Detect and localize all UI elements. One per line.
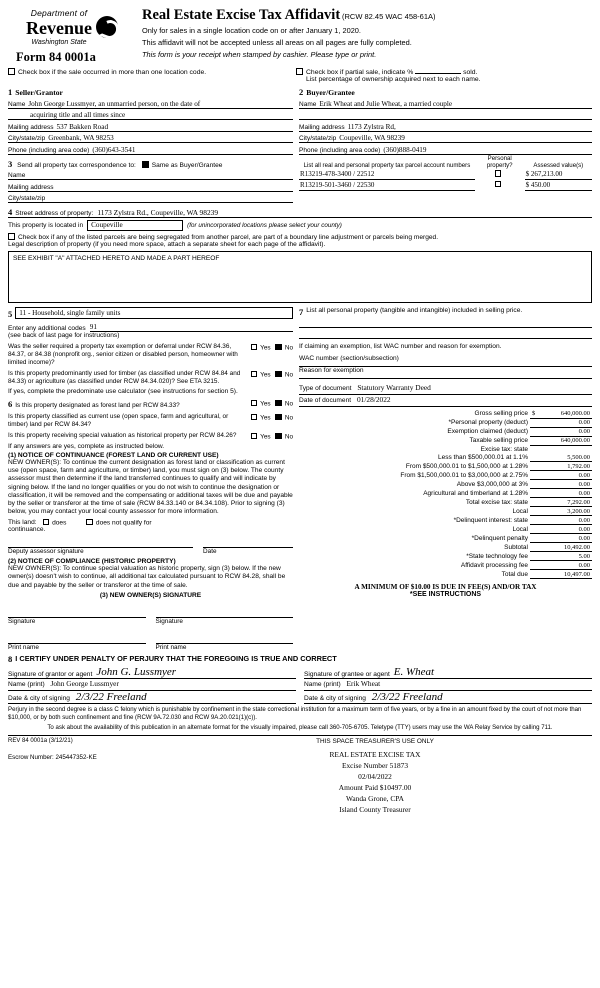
- document-header: [8, 6, 592, 65]
- forest-yes-checkbox[interactable]: [251, 400, 258, 407]
- tax-line-label: *Delinquent penalty: [471, 534, 528, 542]
- grantee-signature-value[interactable]: E. Wheat: [393, 665, 435, 678]
- tax-line-label: Total due: [501, 570, 528, 578]
- seller-mailing-label: Mailing address: [8, 123, 54, 131]
- minimum-due-note: A MINIMUM OF $10.00 IS DUE IN FEE(S) AND/OR TAX: [354, 583, 537, 591]
- tax-line-amount[interactable]: 0.00: [530, 489, 592, 498]
- tax-line-label: From $500,000.01 to $1,500,000 at 1.28%: [405, 462, 528, 470]
- assessed-value[interactable]: $ 450.00: [525, 179, 592, 190]
- this-land-label: This land:: [8, 518, 37, 526]
- grantee-date-label: Date & city of signing: [304, 694, 366, 702]
- table-row: [299, 179, 592, 190]
- no-label: No: [284, 344, 294, 351]
- legal-description-box[interactable]: [8, 251, 592, 303]
- tax-line-amount[interactable]: 0.00: [530, 525, 592, 534]
- grantee-date-value[interactable]: 2/3/22 Freeland: [371, 690, 443, 703]
- multi-location-checkbox[interactable]: [8, 68, 15, 75]
- seller-heading: Seller/Grantor: [15, 88, 63, 97]
- tax-line-label: Taxable selling price: [469, 437, 528, 444]
- tax-line-label: Affidavit processing fee: [460, 561, 528, 569]
- partial-sale-percent-input[interactable]: [415, 73, 461, 74]
- seller-city-label: City/state/zip: [8, 135, 46, 142]
- section-certification: [8, 654, 592, 704]
- assessed-value[interactable]: $ 267,213.00: [525, 169, 592, 180]
- table-row: [299, 516, 592, 525]
- tax-line-amount[interactable]: 3,200.00: [530, 507, 592, 516]
- tax-line-label: *Personal property (deduct): [448, 419, 528, 426]
- land-does-checkbox[interactable]: [43, 519, 50, 526]
- street-address-value[interactable]: 1173 Zylstra Rd., Coupeville, WA 98239: [97, 207, 219, 217]
- personal-property-checkbox[interactable]: [495, 170, 502, 177]
- tax-line-amount[interactable]: 0.00: [530, 480, 592, 489]
- form-number: Form 84 0001a: [16, 50, 96, 64]
- grantee-name-value[interactable]: Erik Wheat: [346, 678, 381, 688]
- table-row: [299, 471, 592, 480]
- tax-line-amount[interactable]: 10,497.00: [530, 570, 592, 579]
- tax-line-label: Excise tax: state: [480, 445, 528, 453]
- tax-line-amount[interactable]: 0.00: [530, 534, 592, 543]
- timber-ag-question: Is this property predominantly used for timber (as classified under RCW 84.84 and 84.33) or agriculture (as classified under RCW 84.34.020)? See ETA 3215.: [8, 369, 241, 385]
- personal-property-line-2[interactable]: [299, 328, 592, 339]
- sec3-name-row[interactable]: [8, 169, 293, 181]
- section-tax-correspondence: [8, 159, 293, 204]
- revision-code: REV 84 0001a (3/12/21): [8, 737, 73, 744]
- no-label: No: [284, 433, 294, 440]
- table-row: [299, 418, 592, 427]
- continuance-heading: (1) NOTICE OF CONTINUANCE (FOREST LAND OR CURRENT USE): [8, 452, 219, 459]
- stamp-line-2: Excise Number 51873: [341, 760, 409, 770]
- seller-section-number: 1: [8, 87, 13, 97]
- section-seller: [8, 87, 293, 155]
- table-row: Gross selling price $ 640,000.00: [299, 410, 592, 419]
- legal-description-value: SEE EXHIBIT "A" ATTACHED HERETO AND MADE A PART HEREOF: [13, 254, 220, 262]
- tax-line-label: From $1,500,000.01 to $3,000,000 at 2.75%: [400, 471, 528, 479]
- exemption-question: Was the seller required a property tax exemption or deferral under RCW 84.36, 84.37, or 84.38 (nonprofit org., senior citizen or disabled person, homeowner with limited income)?: [8, 342, 238, 366]
- located-in-label: This property is located in: [8, 221, 84, 229]
- forest-land-question: Is this property designated as forest land per RCW 84.33?: [15, 401, 180, 409]
- buyer-phone-row[interactable]: [299, 143, 592, 155]
- new-owner-signature-heading: (3) NEW OWNER(S) SIGNATURE: [99, 591, 202, 599]
- sec3-name-label: Name: [8, 172, 26, 179]
- buyer-name-label: Name: [299, 100, 317, 108]
- agency-dept-label: Department of: [30, 8, 88, 18]
- timber-yes-checkbox[interactable]: [251, 371, 258, 378]
- grantor-date-label: Date & city of signing: [8, 694, 70, 702]
- perjury-text: Perjury in the second degree is a class C felony which is punishable by confinement in the state correctional institution for a maximum term of five years, or by a fine in an amount fixed by the court of not more than $10,000, or by both such confinement and fine (RCW 9A.72.030 and RCW 9A.20.021(1)(c)).: [8, 705, 582, 721]
- segregation-checkbox[interactable]: [8, 233, 15, 240]
- buyer-phone-value: (360)888-0419: [383, 145, 427, 154]
- tax-line-amount[interactable]: 10,492.00: [530, 543, 592, 552]
- tax-line-amount[interactable]: 1,792.00: [530, 462, 592, 471]
- exemption-no-checkbox[interactable]: [275, 344, 282, 351]
- reason-exemption-label: Reason for exemption: [299, 366, 364, 374]
- sec5-number: 5: [8, 308, 13, 319]
- table-row: [299, 507, 592, 516]
- seller-mailing-row[interactable]: [8, 120, 293, 132]
- parcel-col-header-numbers: List all real and personal property tax parcel account numbers: [303, 161, 471, 169]
- yes-label: Yes: [260, 414, 271, 421]
- buyer-mailing-row[interactable]: [299, 120, 592, 132]
- buyer-city-row[interactable]: [299, 132, 592, 144]
- land-use-code-select[interactable]: 11 - Household, single family units: [15, 307, 293, 319]
- tax-calculation-table: [299, 410, 592, 580]
- partial-sale-label: Check box if partial sale, indicate %: [306, 69, 414, 76]
- parcel-col-header-assessed: Assessed value(s): [533, 161, 584, 169]
- see-instructions-note: *SEE INSTRUCTIONS: [409, 591, 482, 598]
- header-sub1: Only for sales in a single location code on or after January 1, 2020.: [142, 26, 361, 35]
- seller-name-value-2: acquiring title and all times since: [30, 111, 126, 119]
- tax-line-label: *State technology fee: [466, 552, 528, 560]
- tax-line-label: Exemption claimed (deduct): [447, 428, 528, 435]
- timber-no-checkbox[interactable]: [275, 371, 282, 378]
- stamp-line-6: Island County Treasurer: [339, 805, 411, 815]
- tax-line-amount[interactable]: 0.00: [530, 471, 592, 480]
- exemption-instruction: If claiming an exemption, list WAC number and reason for exemption.: [299, 342, 502, 350]
- agency-state: Washington State: [31, 39, 87, 46]
- deputy-date-label: Date: [203, 548, 217, 556]
- seller-phone-label: Phone (including area code): [8, 146, 90, 154]
- table-row: [299, 462, 592, 471]
- historic-no-checkbox[interactable]: [275, 433, 282, 440]
- tax-line-label: Total excise tax: state: [465, 498, 528, 506]
- continuance-text: NEW OWNER(S): To continue the current designation as forest land or classification as current use (open space, farm and agriculture, or timber) land, you must sign on (3) below. The county assessor must then determine if the land transferred continues to qualify and will indicate by signing below. If the land no longer qualifies or you do not wish to continue the designation or classification, it will be removed and the compensating or additional taxes will be due and payable by the seller or transferor at the time of sale (RCW 84.33.140 or 84.34.108). Prior to signing (3) below, you may contact your local county assessor for more information.: [8, 459, 293, 516]
- buyer-name-value: Erik Wheat and Julie Wheat, a married couple: [319, 99, 453, 108]
- tax-line-label: Above $3,000,000 at 3%: [456, 480, 528, 488]
- page-title: Real Estate Excise Tax Affidavit: [142, 7, 341, 23]
- new-owner-print-label-1[interactable]: Print name: [8, 643, 39, 651]
- section-street-address: [8, 206, 592, 303]
- tax-line-label: Local: [512, 525, 528, 533]
- sec4-number: 4: [8, 206, 13, 217]
- personal-property-line-1[interactable]: [299, 317, 592, 328]
- forest-no-checkbox[interactable]: [275, 400, 282, 407]
- buyer-city-value: Coupeville, WA 98239: [339, 134, 405, 142]
- sec3-mailing-row[interactable]: [8, 180, 293, 192]
- partial-sale-sold-label: sold.: [463, 69, 478, 76]
- sec3-number: 3: [8, 158, 13, 169]
- historic-compliance-text: NEW OWNER(S): To continue special valuation as historic property, sign (3) below. If the new owner(s) doesn't wish to continue, all additional tax calculated pursuant to RCW 84.28, shall be due and payable by the seller or transferor at the time of sale.: [8, 565, 286, 589]
- new-owner-signature-label-1[interactable]: Signature: [8, 617, 36, 625]
- grantee-name-label: Name (print): [304, 680, 341, 688]
- accessibility-notice: [8, 724, 592, 732]
- stamp-line-5: Wanda Grone, CPA: [345, 794, 405, 804]
- section-use-code: [8, 307, 293, 651]
- tax-line-amount[interactable]: 0.00: [530, 427, 592, 436]
- section-personal-property-tax: [299, 307, 592, 651]
- buyer-mailing-label: Mailing address: [299, 123, 345, 131]
- table-row: [299, 453, 592, 462]
- yes-label: Yes: [260, 433, 271, 440]
- parcel-number[interactable]: R13219-501-3460 / 22530: [299, 179, 475, 190]
- rcw-reference: (RCW 82.45 WAC 458-61A): [342, 12, 436, 21]
- tax-line-label: Local: [512, 507, 528, 515]
- parcel-col-header-personal: Personal property?: [486, 154, 513, 169]
- table-row: [299, 480, 592, 489]
- yes-label: Yes: [260, 371, 271, 378]
- no-label: No: [284, 371, 294, 378]
- tax-line-amount[interactable]: 0.00: [530, 418, 592, 427]
- historic-question: Is this property receiving special valuation as historical property per RCW 84.26?: [8, 431, 237, 439]
- seller-name-value: John George Lussmyer, an unmarried person, on the date of: [28, 99, 201, 108]
- document-type-value[interactable]: Statutory Warranty Deed: [357, 382, 431, 392]
- sec7-intro: List all personal property (tangible and intangible) included in selling price.: [306, 306, 523, 314]
- seller-phone-row[interactable]: [8, 143, 293, 155]
- grantee-signature-label: Signature of grantee or agent: [304, 670, 390, 678]
- grantor-signature-label: Signature of grantor or agent: [8, 670, 93, 678]
- grantor-name-label: Name (print): [8, 680, 45, 688]
- table-row: [299, 534, 592, 543]
- tax-line-amount[interactable]: 0.00: [530, 516, 592, 525]
- multi-location-label: Check box if the sale occurred in more than one location code.: [18, 69, 207, 76]
- sec3-city-row[interactable]: [8, 192, 293, 204]
- unincorporated-note: (for unincorporated locations please select your county): [187, 221, 342, 229]
- yes-label: Yes: [260, 344, 271, 351]
- currentuse-yes-checkbox[interactable]: [251, 414, 258, 421]
- section-buyer: [299, 87, 592, 155]
- buyer-name-row[interactable]: [299, 97, 592, 109]
- agency-logo: [8, 6, 136, 65]
- ownership-note: List percentage of ownership acquired next to each name.: [306, 76, 481, 83]
- yes-label: Yes: [260, 400, 271, 407]
- top-checkbox-row: [8, 68, 592, 83]
- new-owner-print-label-2[interactable]: Print name: [155, 643, 187, 651]
- treasurer-stamp: [158, 749, 592, 816]
- tax-line-label: Gross selling price: [474, 410, 528, 418]
- deputy-assessor-signature-label: Deputy assessor signature: [8, 548, 84, 556]
- seller-name-row2[interactable]: [8, 109, 293, 121]
- tax-line-amount[interactable]: 7,292.00: [530, 498, 592, 507]
- tax-line-amount[interactable]: 5,500.00: [530, 453, 592, 462]
- treasurer-space-label: THIS SPACE TREASURER'S USE ONLY: [316, 737, 434, 745]
- wac-number-label: WAC number (section/subsection): [299, 354, 399, 362]
- does-label: does: [52, 519, 67, 527]
- certification-heading: I CERTIFY UNDER PENALTY OF PERJURY THAT THE FOREGOING IS TRUE AND CORRECT: [15, 654, 337, 664]
- seller-city-row[interactable]: [8, 132, 293, 144]
- additional-codes-label: Enter any additional codes: [8, 324, 86, 332]
- legal-description-note: Legal description of property (if you need more space, attach a separate sheet for each page of the affidavit).: [8, 240, 326, 248]
- see-back-note: (see back of last page for instructions): [8, 331, 120, 339]
- does-not-label: does not qualify for: [95, 519, 152, 527]
- sec3-label: Send all property tax correspondence to:: [17, 161, 136, 169]
- section-designation: [8, 399, 293, 651]
- personal-property-checkbox[interactable]: [495, 181, 502, 188]
- table-row: [299, 169, 592, 180]
- buyer-phone-label: Phone (including area code): [299, 146, 381, 154]
- stamp-line-3: 02/04/2022: [358, 771, 392, 781]
- tax-line-amount[interactable]: 5.00: [530, 552, 592, 561]
- table-row: [299, 436, 592, 445]
- additional-codes-input[interactable]: 91: [90, 323, 293, 332]
- same-as-buyer-checkbox[interactable]: [142, 161, 149, 168]
- grantor-name-value[interactable]: John George Lussmyer: [50, 678, 119, 688]
- no-label: No: [284, 414, 294, 421]
- segregation-label: Check box if any of the listed parcels are being segregated from another parcel, are part of a boundary line adjustment or parcels being merged.: [18, 233, 439, 241]
- sec7-number: 7: [299, 306, 304, 317]
- no-label: No: [284, 400, 294, 407]
- tax-line-label: Less than $500,000.01 at 1.1%: [438, 453, 528, 461]
- accessibility-text: To ask about the availability of this publication in an alternate format for the visually impaired, please call 360-705-6705. Teletype (TTY) users may use the WA Relay Service by calling 711.: [47, 723, 553, 731]
- table-row: [299, 552, 592, 561]
- tax-line-amount[interactable]: 640,000.00: [530, 436, 592, 445]
- revenue-swirl-icon: [96, 16, 118, 38]
- table-row: [299, 525, 592, 534]
- table-row: [299, 498, 592, 507]
- sec8-number: 8: [8, 653, 13, 664]
- grantor-date-value[interactable]: 2/3/22 Freeland: [75, 690, 147, 703]
- tax-line-label: Agricultural and timberland at 1.28%: [423, 489, 528, 497]
- sec6-number: 6: [8, 398, 13, 409]
- parcel-number[interactable]: R13219-478-3400 / 22512: [299, 169, 475, 180]
- table-row: [299, 543, 592, 552]
- table-row: [299, 489, 592, 498]
- answers-note: If any answers are yes, complete as instructed below.: [8, 443, 165, 450]
- sec3-city-label: City/state/zip: [8, 195, 46, 202]
- continuance-word: continuance.: [8, 526, 46, 534]
- same-as-buyer-label: Same as Buyer/Grantee: [151, 161, 223, 169]
- county-select[interactable]: Coupeville: [87, 220, 183, 231]
- perjury-notice: [8, 706, 592, 722]
- tax-line-amount: [530, 445, 592, 453]
- seller-phone-value: (360)643-3541: [92, 145, 136, 154]
- stamp-line-4: Amount Paid $10497.00: [338, 782, 412, 792]
- tax-line-label: Subtotal: [504, 543, 528, 551]
- header-sub2: This affidavit will not be accepted unless all areas on all pages are fully completed.: [142, 37, 412, 47]
- document-date-label: Date of document: [299, 396, 352, 404]
- partial-sale-checkbox[interactable]: [296, 68, 303, 75]
- currentuse-no-checkbox[interactable]: [275, 414, 282, 421]
- new-owner-signature-label-2[interactable]: Signature: [155, 617, 183, 625]
- tax-line-amount[interactable]: 0.00: [530, 561, 592, 570]
- table-row: [299, 570, 592, 579]
- buyer-heading: Buyer/Grantee: [306, 88, 355, 97]
- document-date-value[interactable]: 01/28/2022: [356, 394, 391, 404]
- parcel-table: [299, 155, 592, 191]
- tax-line-amount[interactable]: 640,000.00: [560, 410, 590, 417]
- document-type-label: Type of document: [299, 384, 352, 392]
- exemption-yes-checkbox[interactable]: [251, 344, 258, 351]
- agency-name: Revenue: [26, 18, 92, 38]
- stamp-line-1: REAL ESTATE EXCISE TAX: [329, 749, 421, 759]
- buyer-mailing-value: 1173 Zylstra Rd,: [347, 122, 396, 131]
- header-sub3: This form is your receipt when stamped by cashier. Please type or print.: [142, 49, 377, 59]
- seller-mailing-value: 537 Bakken Road: [56, 122, 109, 131]
- buyer-section-number: 2: [299, 87, 304, 97]
- tax-line-label: *Delinquent interest: state: [453, 516, 528, 524]
- historic-yes-checkbox[interactable]: [251, 433, 258, 440]
- table-row: [299, 561, 592, 570]
- table-row: [299, 427, 592, 436]
- historic-compliance-heading: (2) NOTICE OF COMPLIANCE (HISTORIC PROPERTY): [8, 558, 176, 566]
- table-row: [299, 445, 592, 453]
- current-use-question: Is this property classified as current use (open space, farm and agricultural, or timber) land per RCW 84.34?: [8, 412, 229, 428]
- buyer-name-row2[interactable]: [299, 109, 592, 121]
- sec3-mailing-label: Mailing address: [8, 183, 54, 191]
- seller-name-row[interactable]: [8, 97, 293, 109]
- buyer-city-label: City/state/zip: [299, 135, 337, 142]
- predominate-use-note: If yes, complete the predominate use calculator (see instructions for section 5).: [8, 387, 238, 395]
- escrow-number: Escrow Number: 245447352-KE: [8, 753, 97, 761]
- land-does-not-checkbox[interactable]: [86, 519, 93, 526]
- grantor-signature-value[interactable]: John G. Lussmyer: [96, 665, 177, 678]
- seller-city-value: Greenbank, WA 98253: [48, 134, 114, 142]
- seller-name-label: Name: [8, 100, 26, 108]
- sec4-label: Street address of property:: [15, 209, 94, 217]
